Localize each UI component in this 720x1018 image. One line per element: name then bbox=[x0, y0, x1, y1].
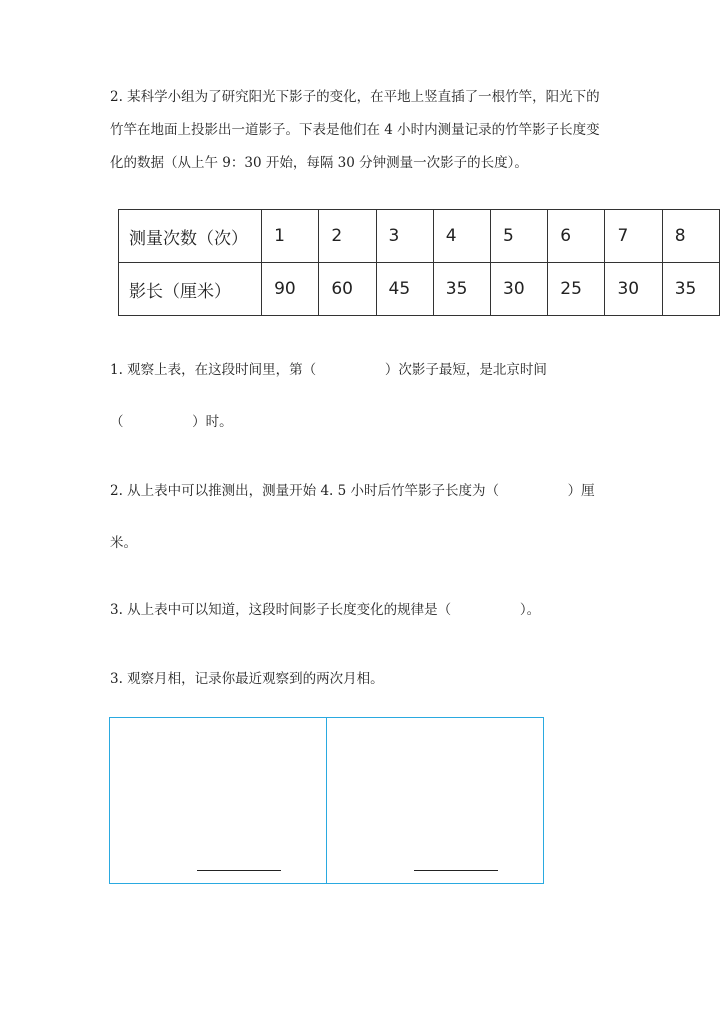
moon-phase-box-1[interactable] bbox=[109, 717, 327, 884]
table-row-header-count: 测量次数（次） bbox=[119, 210, 262, 263]
question-3: 3. 从上表中可以知道，这段时间影子长度变化的规律是（ ）。 bbox=[110, 602, 541, 618]
table-cell: 4 bbox=[433, 210, 490, 263]
shadow-data-table bbox=[118, 209, 720, 316]
table-cell: 35 bbox=[433, 263, 490, 316]
table-cell: 3 bbox=[376, 210, 433, 263]
problem-2-intro: 2. 某科学小组为了研究阳光下影子的变化，在平地上竖直插了一根竹竿，阳光下的竹竿在地面上投影出一道影子。下表是他们在 4 小时内测量记录的竹竿影子长度变化的数据（从上午 9：30 开始，每隔 30 分钟测量一次影子的长度）。 bbox=[110, 89, 600, 171]
table-cell: 60 bbox=[319, 263, 376, 316]
table-cell: 30 bbox=[605, 263, 662, 316]
table-cell: 1 bbox=[262, 210, 319, 263]
table-cell: 90 bbox=[262, 263, 319, 316]
question-1-line-1: 1. 观察上表，在这段时间里，第（ ）次影子最短，是北京时间 bbox=[110, 362, 547, 378]
question-1-line-2: （ ）时。 bbox=[110, 414, 233, 430]
question-2-line-2: 米。 bbox=[110, 535, 137, 551]
table-cell: 7 bbox=[605, 210, 662, 263]
table-cell: 30 bbox=[491, 263, 548, 316]
moon-phase-box-2[interactable] bbox=[326, 717, 544, 884]
table-cell: 8 bbox=[662, 210, 719, 263]
problem-3-title: 3. 观察月相，记录你最近观察到的两次月相。 bbox=[110, 671, 384, 687]
table-cell: 2 bbox=[319, 210, 376, 263]
moon-phase-answer-line-1 bbox=[197, 870, 281, 871]
table-row bbox=[119, 210, 720, 263]
table-cell: 35 bbox=[662, 263, 719, 316]
table-row bbox=[119, 263, 720, 316]
table-cell: 25 bbox=[548, 263, 605, 316]
table-row-header-length: 影长（厘米） bbox=[119, 263, 262, 316]
table-cell: 6 bbox=[548, 210, 605, 263]
moon-phase-answer-line-2 bbox=[414, 870, 498, 871]
table-cell: 5 bbox=[491, 210, 548, 263]
question-2-line-1: 2. 从上表中可以推测出，测量开始 4. 5 小时后竹竿影子长度为（ ）厘 bbox=[110, 483, 595, 499]
table-cell: 45 bbox=[376, 263, 433, 316]
